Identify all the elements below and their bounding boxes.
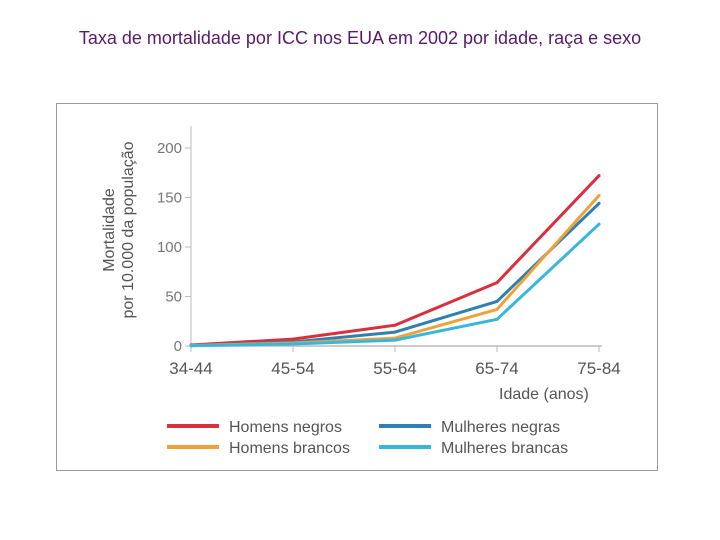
y-tick-label: 50 — [165, 288, 182, 306]
data-point — [496, 308, 499, 311]
x-tick-label: 45-54 — [271, 359, 315, 378]
series-layer — [190, 174, 601, 347]
slide-title: Taxa de mortalidade por ICC nos EUA em 2002 por idade, raça e sexo — [78, 28, 642, 48]
data-point — [496, 281, 499, 284]
data-point — [598, 202, 601, 205]
chart-frame — [56, 103, 658, 471]
x-tick-label: 75-84 — [577, 359, 621, 378]
data-point — [496, 318, 499, 321]
legend-label: Mulheres negras — [441, 419, 561, 436]
y-axis-title-line2: por 10.000 da população — [120, 141, 137, 319]
x-tick-label: 65-74 — [475, 359, 519, 378]
legend-item — [167, 419, 342, 436]
x-tick-layer — [169, 346, 620, 378]
y-tick-label: 200 — [156, 140, 182, 157]
data-point — [496, 300, 499, 303]
series-line-4 — [191, 224, 599, 346]
data-point — [190, 344, 193, 347]
x-axis-title: Idade (anos) — [499, 386, 589, 403]
legend-label: Homens negros — [229, 419, 342, 436]
line-chart — [57, 104, 659, 472]
y-tick-label: 100 — [156, 239, 182, 256]
x-tick-label: 34-44 — [169, 359, 213, 378]
y-tick-label: 150 — [156, 189, 182, 207]
data-point — [292, 338, 295, 341]
legend-item — [379, 440, 568, 457]
legend-label: Homens brancos — [229, 440, 350, 457]
data-point — [598, 223, 601, 226]
series-line-3 — [191, 196, 599, 346]
legend-item — [379, 419, 560, 436]
data-point — [292, 343, 295, 346]
data-point — [598, 194, 601, 197]
legend-item — [167, 440, 350, 457]
y-tick-label: 0 — [173, 338, 182, 355]
y-tick-layer — [157, 140, 191, 355]
data-point — [394, 339, 397, 342]
legend — [167, 419, 568, 457]
data-point — [394, 331, 397, 334]
data-point — [394, 324, 397, 327]
legend-label: Mulheres brancas — [441, 440, 569, 457]
data-point — [598, 174, 601, 177]
x-tick-label: 55-64 — [373, 359, 417, 378]
y-axis-title-line1: Mortalidade — [101, 188, 118, 272]
